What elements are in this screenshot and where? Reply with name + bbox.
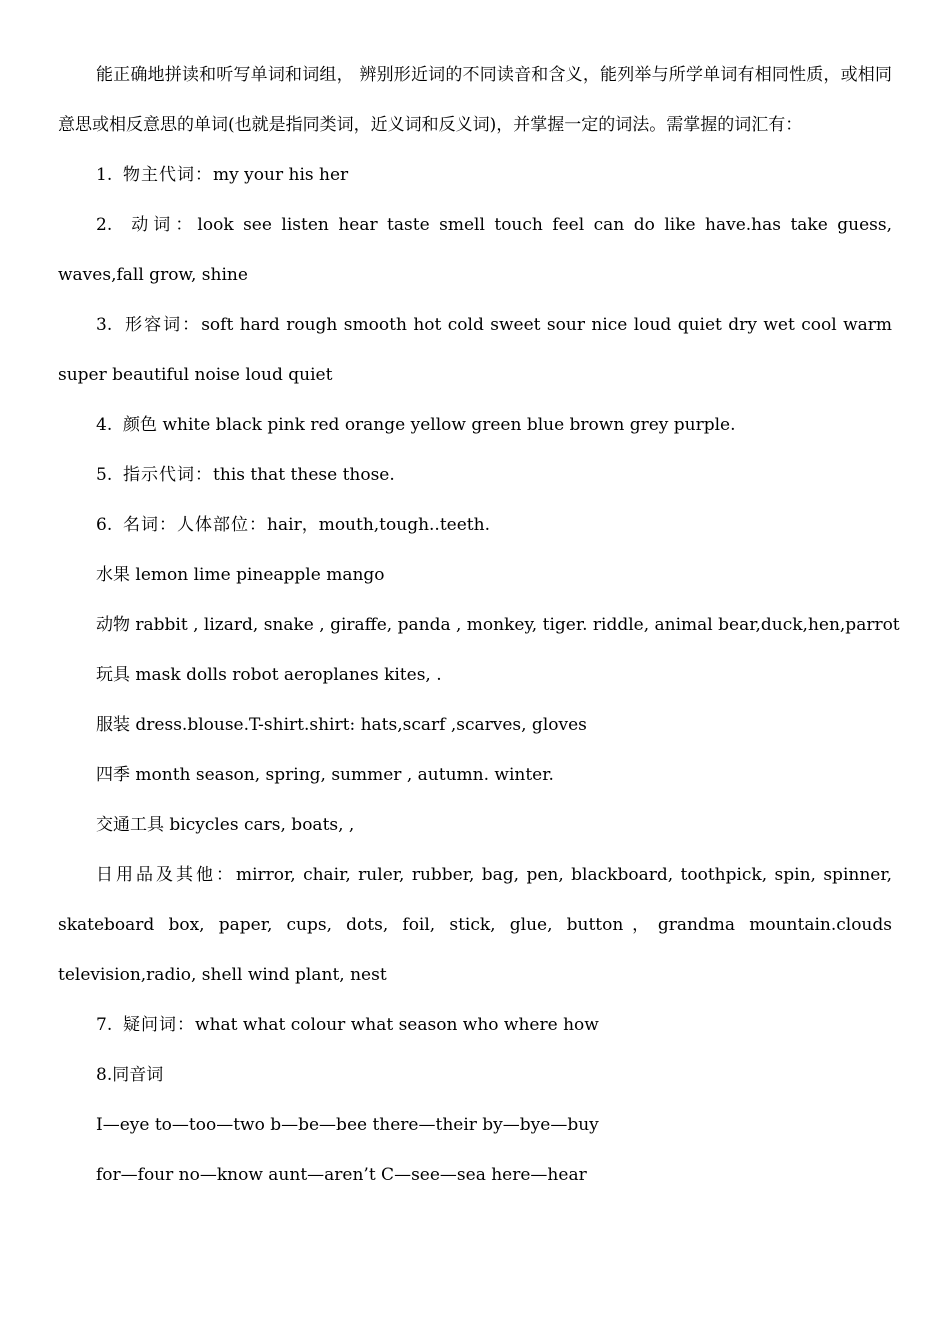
item-label: 名词：人体部位： [123, 515, 268, 535]
item-label: 疑问词： [123, 1015, 196, 1035]
intro-paragraph: 能正确地拼读和听写单词和词组， 辨别形近词的不同读音和含义，能列举与所学单词有相同性质，或相同意思或相反意思的单词(也就是指同类词，近义词和反义词)，并掌握一定的词法。需掌握的词汇有： [58, 65, 892, 135]
group-body: dress.blouse.T-shirt.shirt: hats,scarf ,scarves, gloves [135, 715, 587, 735]
item-demonstratives [58, 450, 892, 500]
item-adjectives [58, 300, 892, 400]
noun-group-seasons [58, 750, 892, 800]
noun-group-toys [58, 650, 892, 700]
group-label: 服装 [96, 715, 130, 735]
item-label: 形容词： [125, 315, 202, 335]
item-body: white black pink red orange yellow green blue brown grey purple. [162, 415, 736, 435]
item-label: 颜色 [123, 415, 158, 435]
item-number: 2. [96, 215, 113, 235]
group-body: mask dolls robot aeroplanes kites, . [135, 665, 442, 685]
noun-group-clothing [58, 700, 892, 750]
item-body: look see listen hear taste smell touch feel can do like have.has take guess, waves,fall grow, shine [58, 215, 893, 285]
item-number: 7. [96, 1015, 113, 1035]
group-body: lemon lime pineapple mango [135, 565, 385, 585]
item-number: 6. [96, 515, 113, 535]
item-body: soft hard rough smooth hot cold sweet sour nice loud quiet dry wet cool warm super beautiful noise loud quiet [58, 315, 893, 385]
item-possessive-pronouns [58, 150, 892, 200]
group-body: month season, spring, summer , autumn. winter. [135, 765, 554, 785]
item-homophones-heading: 8.同音词 [96, 1065, 164, 1085]
item-number: 4. [96, 415, 113, 435]
group-label: 水果 [96, 565, 130, 585]
group-label: 四季 [96, 765, 130, 785]
group-label: 动物 [96, 615, 130, 635]
item-nouns [58, 500, 892, 550]
item-label: 指示代词： [123, 465, 214, 485]
group-label: 日用品及其他： [96, 865, 236, 885]
homophone-line: I—eye to—too—two b—be—bee there—their by—bye—buy [96, 1115, 599, 1135]
noun-group-fruit [58, 550, 892, 600]
item-body: this that these those. [213, 465, 395, 485]
group-label: 交通工具 [96, 815, 164, 835]
noun-group-animals [58, 600, 900, 650]
group-body: bicycles cars, boats, , [169, 815, 355, 835]
item-verbs [58, 200, 892, 300]
daily-items-paragraph [58, 850, 892, 1000]
group-body: mirror, chair, ruler, rubber, bag, pen, blackboard, toothpick, spin, spinner, skateboard box, paper, cups, dots, foil, stick, glue, button，grandma mountain.clouds television,radio, shell wind plant, nest [58, 865, 892, 985]
item-number: 1. [96, 165, 113, 185]
item-label: 动词： [131, 215, 198, 235]
item-body: what what colour what season who where how [195, 1015, 599, 1035]
item-colours [58, 400, 892, 450]
noun-group-transport [58, 800, 892, 850]
item-number: 5. [96, 465, 113, 485]
item-body: hair，mouth,tough..teeth. [267, 515, 490, 535]
document-page [58, 50, 900, 1200]
group-body: rabbit , lizard, snake , giraffe, panda , monkey, tiger. riddle, animal bear,duck,hen,parrot [135, 615, 900, 635]
item-question-words [58, 1000, 892, 1050]
group-label: 玩具 [96, 665, 130, 685]
item-number: 3. [96, 315, 113, 335]
homophone-line: for—four no—know aunt—aren’t C—see—sea here—hear [96, 1165, 587, 1185]
item-body: my your his her [213, 165, 349, 185]
item-label: 物主代词： [123, 165, 214, 185]
